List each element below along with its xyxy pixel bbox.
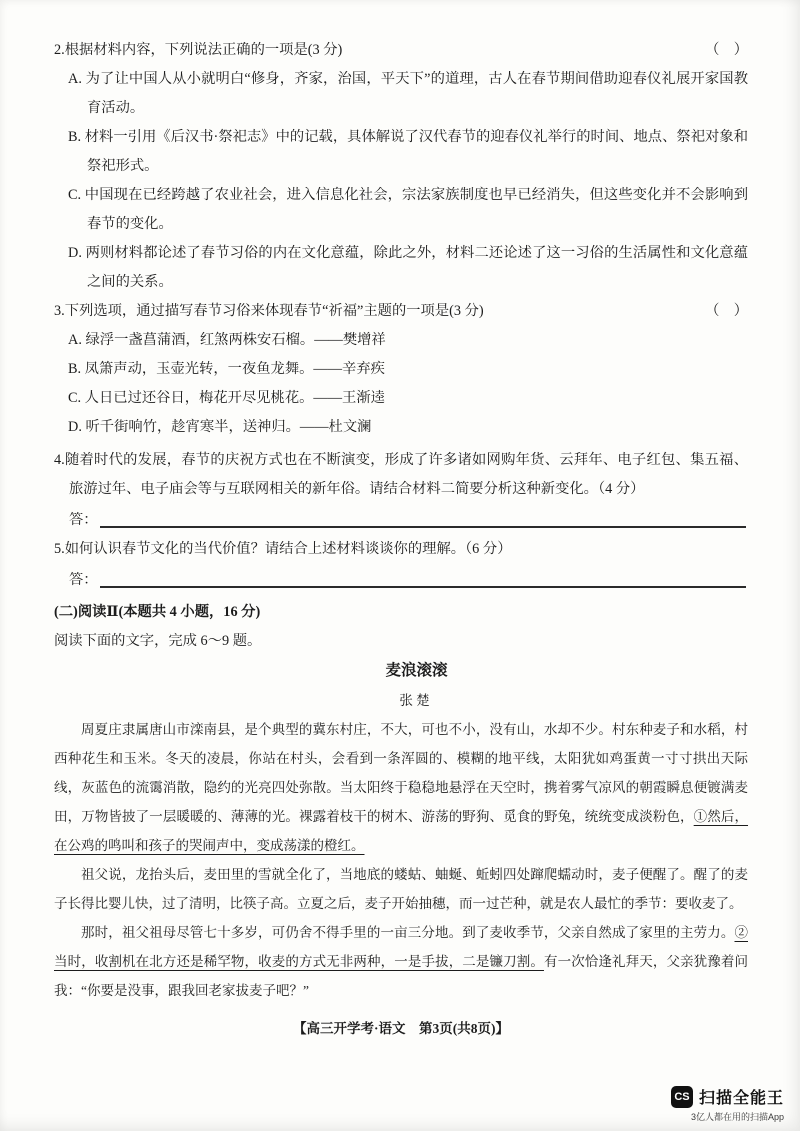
- question-2-option-b: B. 材料一引用《后汉书·祭祀志》中的记载，具体解说了汉代春节的迎春仪礼举行的时间、地点、祭祀对象和祭祀形式。: [68, 129, 748, 174]
- scanner-tagline: 3亿人都在用的扫描App: [690, 1112, 784, 1122]
- scanner-watermark: [671, 1085, 784, 1123]
- question-2-option-c: C. 中国现在已经跨越了农业社会，进入信息化社会，宗法家族制度也早已经消失，但这些变化并不会影响到春节的变化。: [68, 187, 748, 232]
- question-5-answer-label: 答：: [69, 572, 98, 588]
- question-5-stem: 5.如何认识春节文化的当代价值？请结合上述材料谈谈你的理解。（6 分）: [54, 541, 512, 557]
- question-4: [54, 446, 748, 535]
- story-title: 麦浪滚滚: [385, 662, 448, 679]
- page-footer: 【高三开学考·语文 第3页(共8页)】: [293, 1021, 509, 1036]
- paragraph-3-text-2: 有一次恰逢礼拜天，父亲犹豫着问我：“你要是没事，跟我回老家拔麦子吧？”: [54, 954, 749, 998]
- paragraph-3-text-1: 那时，祖父祖母尽管七十多岁，可仍舍不得手里的一亩三分地。到了麦收季节，父亲自然成了家里的主劳力。: [81, 925, 735, 940]
- question-2-stem: 2.根据材料内容，下列说法正确的一项是(3 分): [54, 42, 343, 58]
- question-3-answer-bracket: （ ）: [705, 303, 748, 319]
- question-3-option-b: B. 凤箫声动，玉壶光转，一夜鱼龙舞。——辛弃疾: [68, 361, 385, 377]
- question-4-answer-label: 答：: [69, 512, 98, 528]
- section-2-heading: (二)阅读Ⅱ(本题共 4 小题，16 分): [54, 604, 261, 620]
- question-2-stem-line: [54, 36, 748, 65]
- underlined-sentence-1: ①然后，在公鸡的鸣叫和孩子的哭闹声中，变成荡漾的橙红。: [54, 809, 749, 853]
- question-4-answer-blank-line: [100, 526, 746, 528]
- story-paragraph-1: [54, 715, 748, 860]
- question-3-option-a: A. 绿浮一盏菖蒲酒，红煞两株安石榴。——樊增祥: [68, 332, 386, 348]
- paragraph-2-text: 祖父说，龙抬头后，麦田里的雪就全化了，当地底的蝼蛄、蚰蜒、蚯蚓四处蹿爬蠕动时，麦子便醒了。醒了的麦子长得比婴儿快，过了清明，比筷子高。立夏之后，麦子开始抽穗，而一过芒种，就是农人最忙的季节：要收麦了。: [54, 867, 748, 911]
- story-paragraph-2: [54, 860, 748, 918]
- section-2-reading: [54, 598, 748, 656]
- scanner-app-name: 扫描全能王: [698, 1090, 784, 1107]
- reading-passage: [54, 656, 748, 1005]
- question-2: [54, 36, 748, 297]
- question-2-option-d: D. 两则材料都论述了春节习俗的内在文化意蕴，除此之外，材料二还论述了这一习俗的生活属性和文化意蕴之间的关系。: [68, 245, 748, 290]
- question-3-option-d: D. 听千街响竹，趁宵寒半，送神归。——杜文澜: [68, 419, 372, 435]
- scanner-watermark-row: [671, 1085, 784, 1108]
- question-3-stem: 3.下列选项，通过描写春节习俗来体现春节“祈福”主题的一项是(3 分): [54, 303, 484, 319]
- question-2-option-a: A. 为了让中国人从小就明白“修身，齐家，治国，平天下”的道理，古人在春节期间借助迎春仪礼展开家国教育活动。: [68, 71, 748, 116]
- underlined-sentence-2: ②当时，收割机在北方还是稀罕物，收麦的方式无非两种，一是手拔，二是镰刀割。: [54, 925, 748, 969]
- paragraph-1-text: 周夏庄隶属唐山市滦南县，是个典型的冀东村庄，不大，可也不小，没有山，水却不少。村东种麦子和水稻，村西种花生和玉米。冬天的凌晨，你站在村头，会看到一条浑圆的、模糊的地平线，太阳犹如鸡蛋黄一寸寸拱出天际线，灰蓝色的流霭消散，隐约的光亮四处弥散。当太阳终于稳稳地悬浮在天空时，携着雾气凉风的朝霞瞬息便镀满麦田，万物皆披了一层暖暖的、薄薄的光。裸露着枝干的树木、游荡的野狗、觅食的野兔，统统变成淡粉色，: [54, 722, 748, 824]
- story-author: 张 楚: [399, 693, 430, 708]
- section-2-instruction: 阅读下面的文字，完成 6～9 题。: [54, 633, 262, 649]
- question-3: [54, 297, 748, 442]
- scanner-logo-icon: CS: [671, 1086, 693, 1108]
- question-5: [54, 535, 748, 595]
- question-3-stem-line: [54, 297, 748, 326]
- story-paragraph-3: [54, 918, 748, 1005]
- question-4-answer-row: [69, 504, 748, 535]
- question-2-answer-bracket: （ ）: [705, 42, 748, 58]
- question-5-answer-blank-line: [100, 586, 746, 588]
- question-3-option-c: C. 人日已过还谷日，梅花开尽见桃花。——王渐逵: [68, 390, 385, 406]
- question-4-stem: 4.随着时代的发展，春节的庆祝方式也在不断演变，形成了许多诸如网购年货、云拜年、电子红包、集五福、旅游过年、电子庙会等与互联网相关的新年俗。请结合材料二简要分析这种新变化。（4 分）: [54, 452, 748, 497]
- question-5-answer-row: [69, 564, 748, 595]
